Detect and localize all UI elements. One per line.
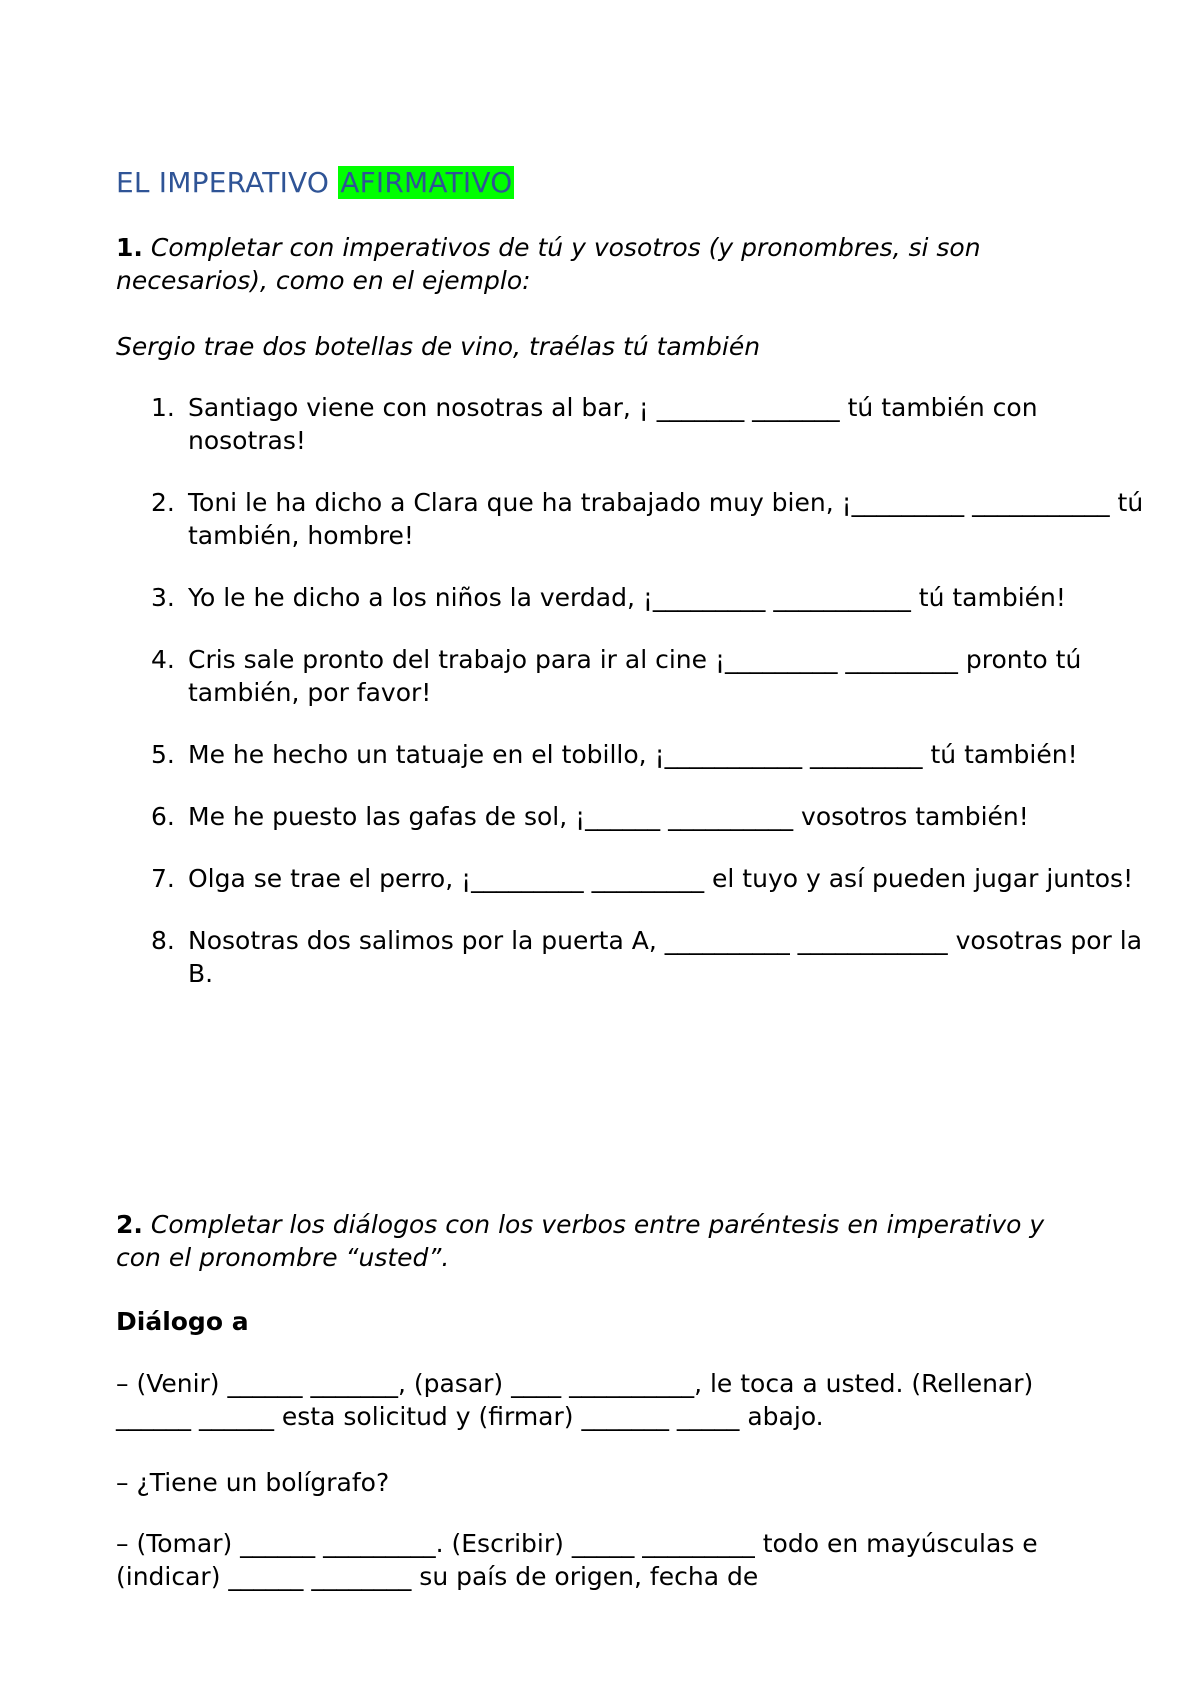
exercise1-number: 1. (116, 233, 143, 262)
list-item-text: Me he puesto las gafas de sol, ¡______ __________ vosotros también! (188, 802, 1029, 831)
exercise1-example: Sergio trae dos botellas de vino, traélas tú también (116, 332, 761, 361)
exercise1-list (151, 391, 1151, 1019)
list-item-number: 3. (151, 583, 175, 612)
list-item-text: Olga se trae el perro, ¡_________ _________ el tuyo y así pueden jugar juntos! (188, 864, 1134, 893)
dialog-line: – (Tomar) ______ _________. (Escribir) _____ _________ todo en mayúsculas e (indicar) ______ ________ su país de origen, fecha de (116, 1529, 1038, 1591)
list-item-number: 7. (151, 864, 175, 893)
list-item-text: Yo le he dicho a los niños la verdad, ¡_________ ___________ tú también! (188, 583, 1066, 612)
list-item-text: Me he hecho un tatuaje en el tobillo, ¡___________ _________ tú también! (188, 740, 1078, 769)
list-item-number: 2. (151, 488, 175, 517)
dialog-title: Diálogo a (116, 1307, 249, 1336)
list-item-text: Cris sale pronto del trabajo para ir al cine ¡_________ _________ pronto tú también, por favor! (188, 645, 1082, 707)
list-item (151, 486, 1151, 552)
list-item (151, 643, 1151, 709)
list-item-number: 8. (151, 926, 175, 955)
list-item (151, 862, 1151, 895)
exercise2-instruction (116, 1208, 1076, 1274)
list-item-number: 1. (151, 393, 175, 422)
dialog-line: – (Venir) ______ _______, (pasar) ____ __________, le toca a usted. (Rellenar) ______ ______ esta solicitud y (firmar) _______ _____ abajo. (116, 1369, 1034, 1431)
list-item-text: Santiago viene con nosotras al bar, ¡ _______ _______ tú también con nosotras! (188, 393, 1038, 455)
exercise1-instruction-text: Completar con imperativos de tú y vosotros (y pronombres, si son necesarios), como en el ejemplo: (116, 233, 981, 295)
list-item-number: 5. (151, 740, 175, 769)
exercise2-instruction-text: Completar los diálogos con los verbos entre paréntesis en imperativo y con el pronombre “usted”. (116, 1210, 1045, 1272)
exercise2-number: 2. (116, 1210, 143, 1239)
list-item (151, 800, 1151, 833)
exercise1-instruction (116, 231, 1076, 297)
list-item-number: 6. (151, 802, 175, 831)
title-main: EL IMPERATIVO (116, 166, 330, 199)
page-title (116, 166, 514, 199)
list-item-number: 4. (151, 645, 175, 674)
dialog-line: – ¿Tiene un bolígrafo? (116, 1468, 390, 1497)
list-item-text: Nosotras dos salimos por la puerta A, __________ ____________ vosotras por la B. (188, 926, 1143, 988)
list-item (151, 924, 1151, 990)
list-item (151, 738, 1151, 771)
list-item (151, 581, 1151, 614)
list-item-text: Toni le ha dicho a Clara que ha trabajado muy bien, ¡_________ ___________ tú también, hombre! (188, 488, 1144, 550)
list-item (151, 391, 1151, 457)
title-highlight: AFIRMATIVO (340, 166, 513, 199)
